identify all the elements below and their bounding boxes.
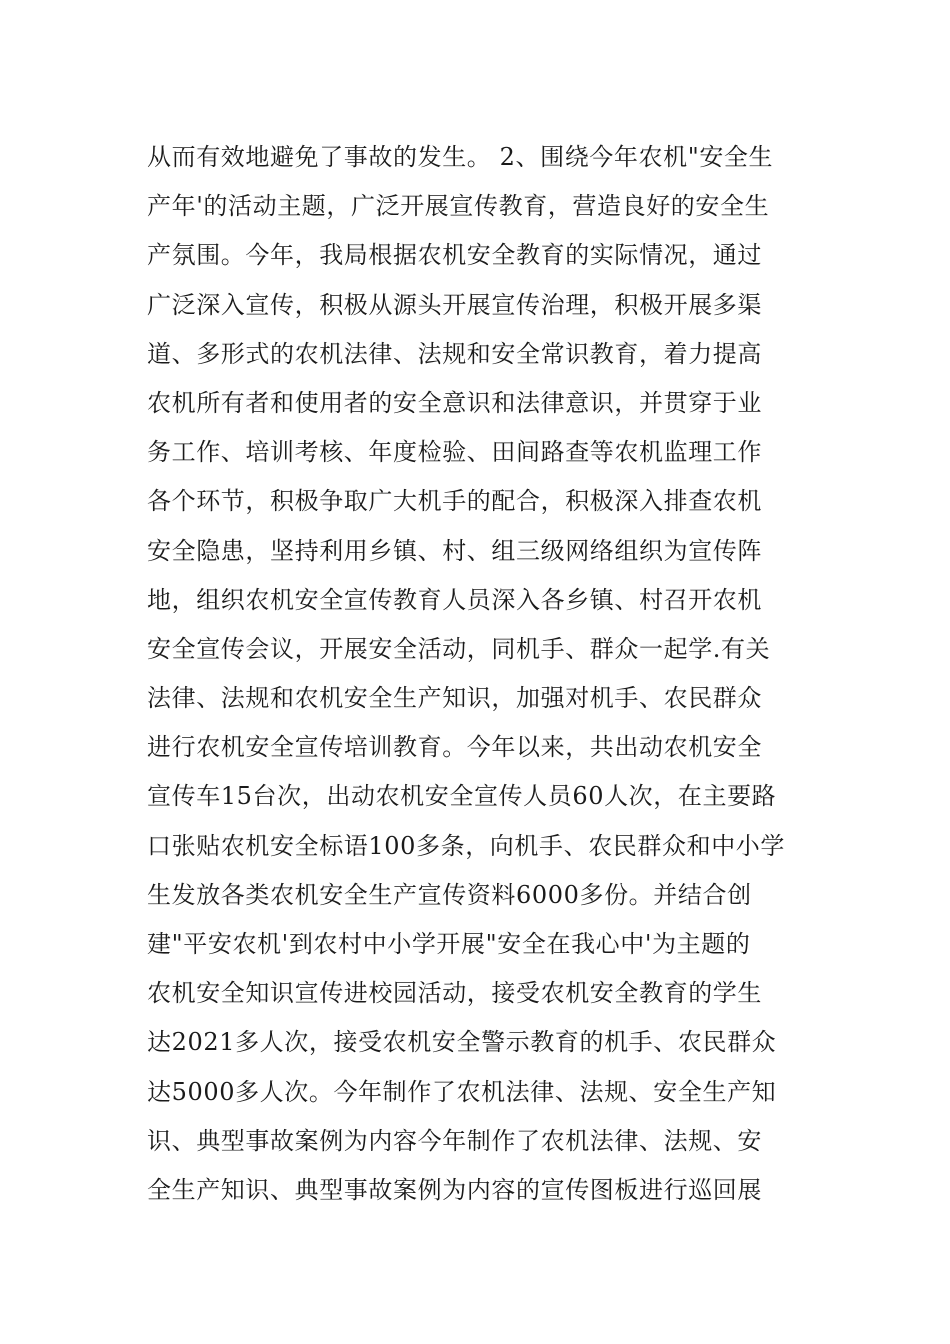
text-line: 农机安全知识宣传进校园活动，接受农机安全教育的学生 — [147, 979, 762, 1008]
text-line: 农机所有者和使用者的安全意识和法律意识，并贯穿于业 — [147, 388, 762, 417]
text-line: 从而有效地避免了事故的发生。 2、围绕今年农机"安全生 — [147, 143, 774, 171]
text-line: 法律、法规和农机安全生产知识，加强对机手、农民群众 — [147, 684, 762, 713]
text-line: 进行农机安全宣传培训教育。今年以来，共出动农机安全 — [147, 733, 762, 762]
text-line: 生发放各类农机安全生产宣传资料6000多份。并结合创 — [147, 880, 752, 909]
text-line: 地，组织农机安全宣传教育人员深入各乡镇、村召开农机 — [147, 585, 762, 614]
text-line: 达5000多人次。今年制作了农机法律、法规、安全生产知 — [147, 1077, 777, 1106]
text-line: 达2021多人次，接受农机安全警示教育的机手、农民群众 — [147, 1028, 777, 1057]
text-line: 务工作、培训考核、年度检验、田间路查等农机监理工作 — [147, 438, 762, 467]
text-line: 全生产知识、典型事故案例为内容的宣传图板进行巡回展 — [147, 1175, 762, 1204]
text-line: 各个环节，积极争取广大机手的配合，积极深入排查农机 — [147, 487, 762, 516]
text-line: 宣传车15台次，出动农机安全宣传人员60人次，在主要路 — [147, 782, 777, 811]
text-line: 产年'的活动主题，广泛开展宣传教育，营造良好的安全生 — [147, 192, 770, 221]
text-line: 安全宣传会议，开展安全活动，同机手、群众一起学.有关 — [147, 634, 771, 663]
text-line: 建"平安农机'到农村中小学开展"安全在我心中'为主题的 — [147, 930, 751, 958]
text-line: 产氛围。今年，我局根据农机安全教育的实际情况，通过 — [147, 241, 762, 270]
text-line: 安全隐患，坚持利用乡镇、村、组三级网络组织为宣传阵 — [147, 536, 762, 565]
text-line: 识、典型事故案例为内容今年制作了农机法律、法规、安 — [147, 1126, 762, 1155]
text-line: 广泛深入宣传，积极从源头开展宣传治理，积极开展多渠 — [147, 290, 762, 319]
text-line: 口张贴农机安全标语100多条，向机手、农民群众和中小学 — [147, 831, 786, 860]
text-line: 道、多形式的农机法律、法规和安全常识教育，着力提高 — [147, 339, 762, 368]
body-text — [147, 133, 807, 1215]
